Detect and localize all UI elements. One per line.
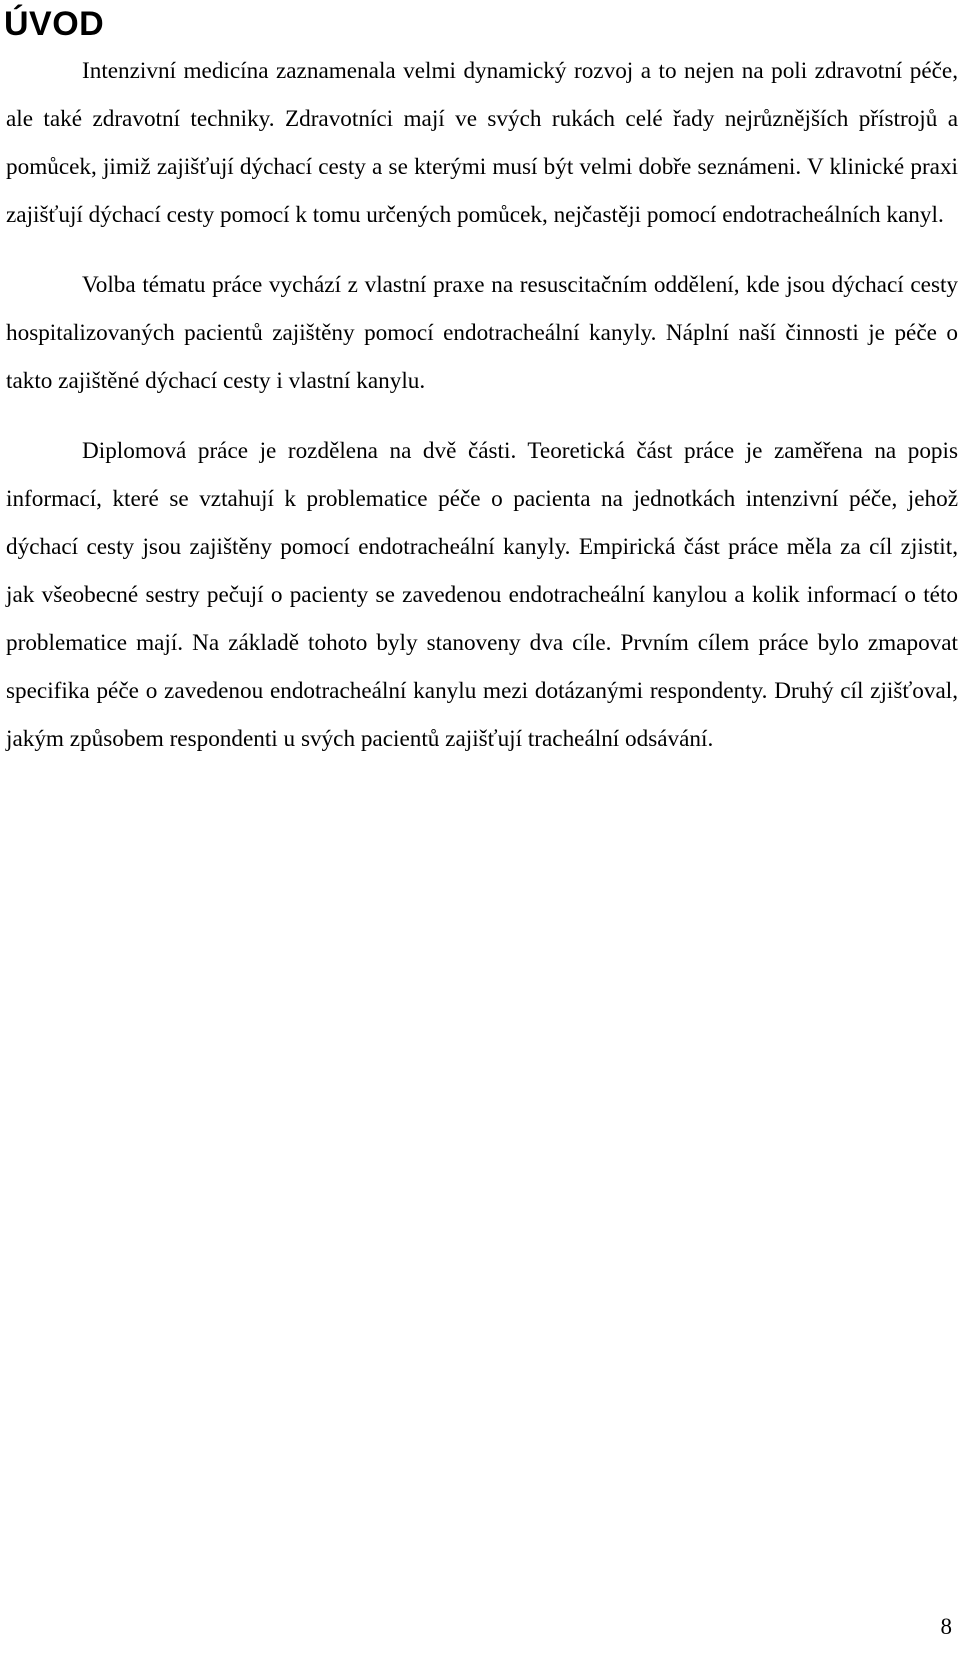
paragraph-structure: Diplomová práce je rozdělena na dvě části. Teoretická část práce je zaměřena na popis informací, které se vztahují k problematice péče o pacienta na jednotkách intenzivní péče, jehož dýchací cesty jsou zajištěny pomocí endotracheální kanyly. Empirická část práce měla za cíl zjistit, jak všeobecné sestry pečují o pacienty se zavedenou endotracheální kanylou a kolik informací o této problematice mají. Na základě tohoto byly stanoveny dva cíle. Prvním cílem práce bylo zmapovat specifika péče o zavedenou endotracheální kanylu mezi dotázanými respondenty. Druhý cíl zjišťoval, jakým způsobem respondenti u svých pacientů zajišťují tracheální odsávání. — [6, 438, 958, 752]
body-text — [6, 47, 958, 763]
paragraph-topic-choice: Volba tématu práce vychází z vlastní praxe na resuscitačním oddělení, kde jsou dýchací cesty hospitalizovaných pacientů zajištěny pomocí endotracheální kanyly. Náplní naší činnosti je péče o takto zajištěné dýchací cesty i vlastní kanylu. — [6, 272, 958, 394]
paragraph-intro: Intenzivní medicína zaznamenala velmi dynamický rozvoj a to nejen na poli zdravotní péče, ale také zdravotní techniky. Zdravotníci mají ve svých rukách celé řady nejrůznějších přístrojů a pomůcek, jimiž zajišťují dýchací cesty a se kterými musí být velmi dobře seznámeni. V klinické praxi zajišťují dýchací cesty pomocí k tomu určených pomůcek, nejčastěji pomocí endotracheálních kanyl. — [6, 58, 958, 228]
section-heading: ÚVOD — [4, 5, 105, 43]
page-number: 8 — [940, 1614, 952, 1639]
